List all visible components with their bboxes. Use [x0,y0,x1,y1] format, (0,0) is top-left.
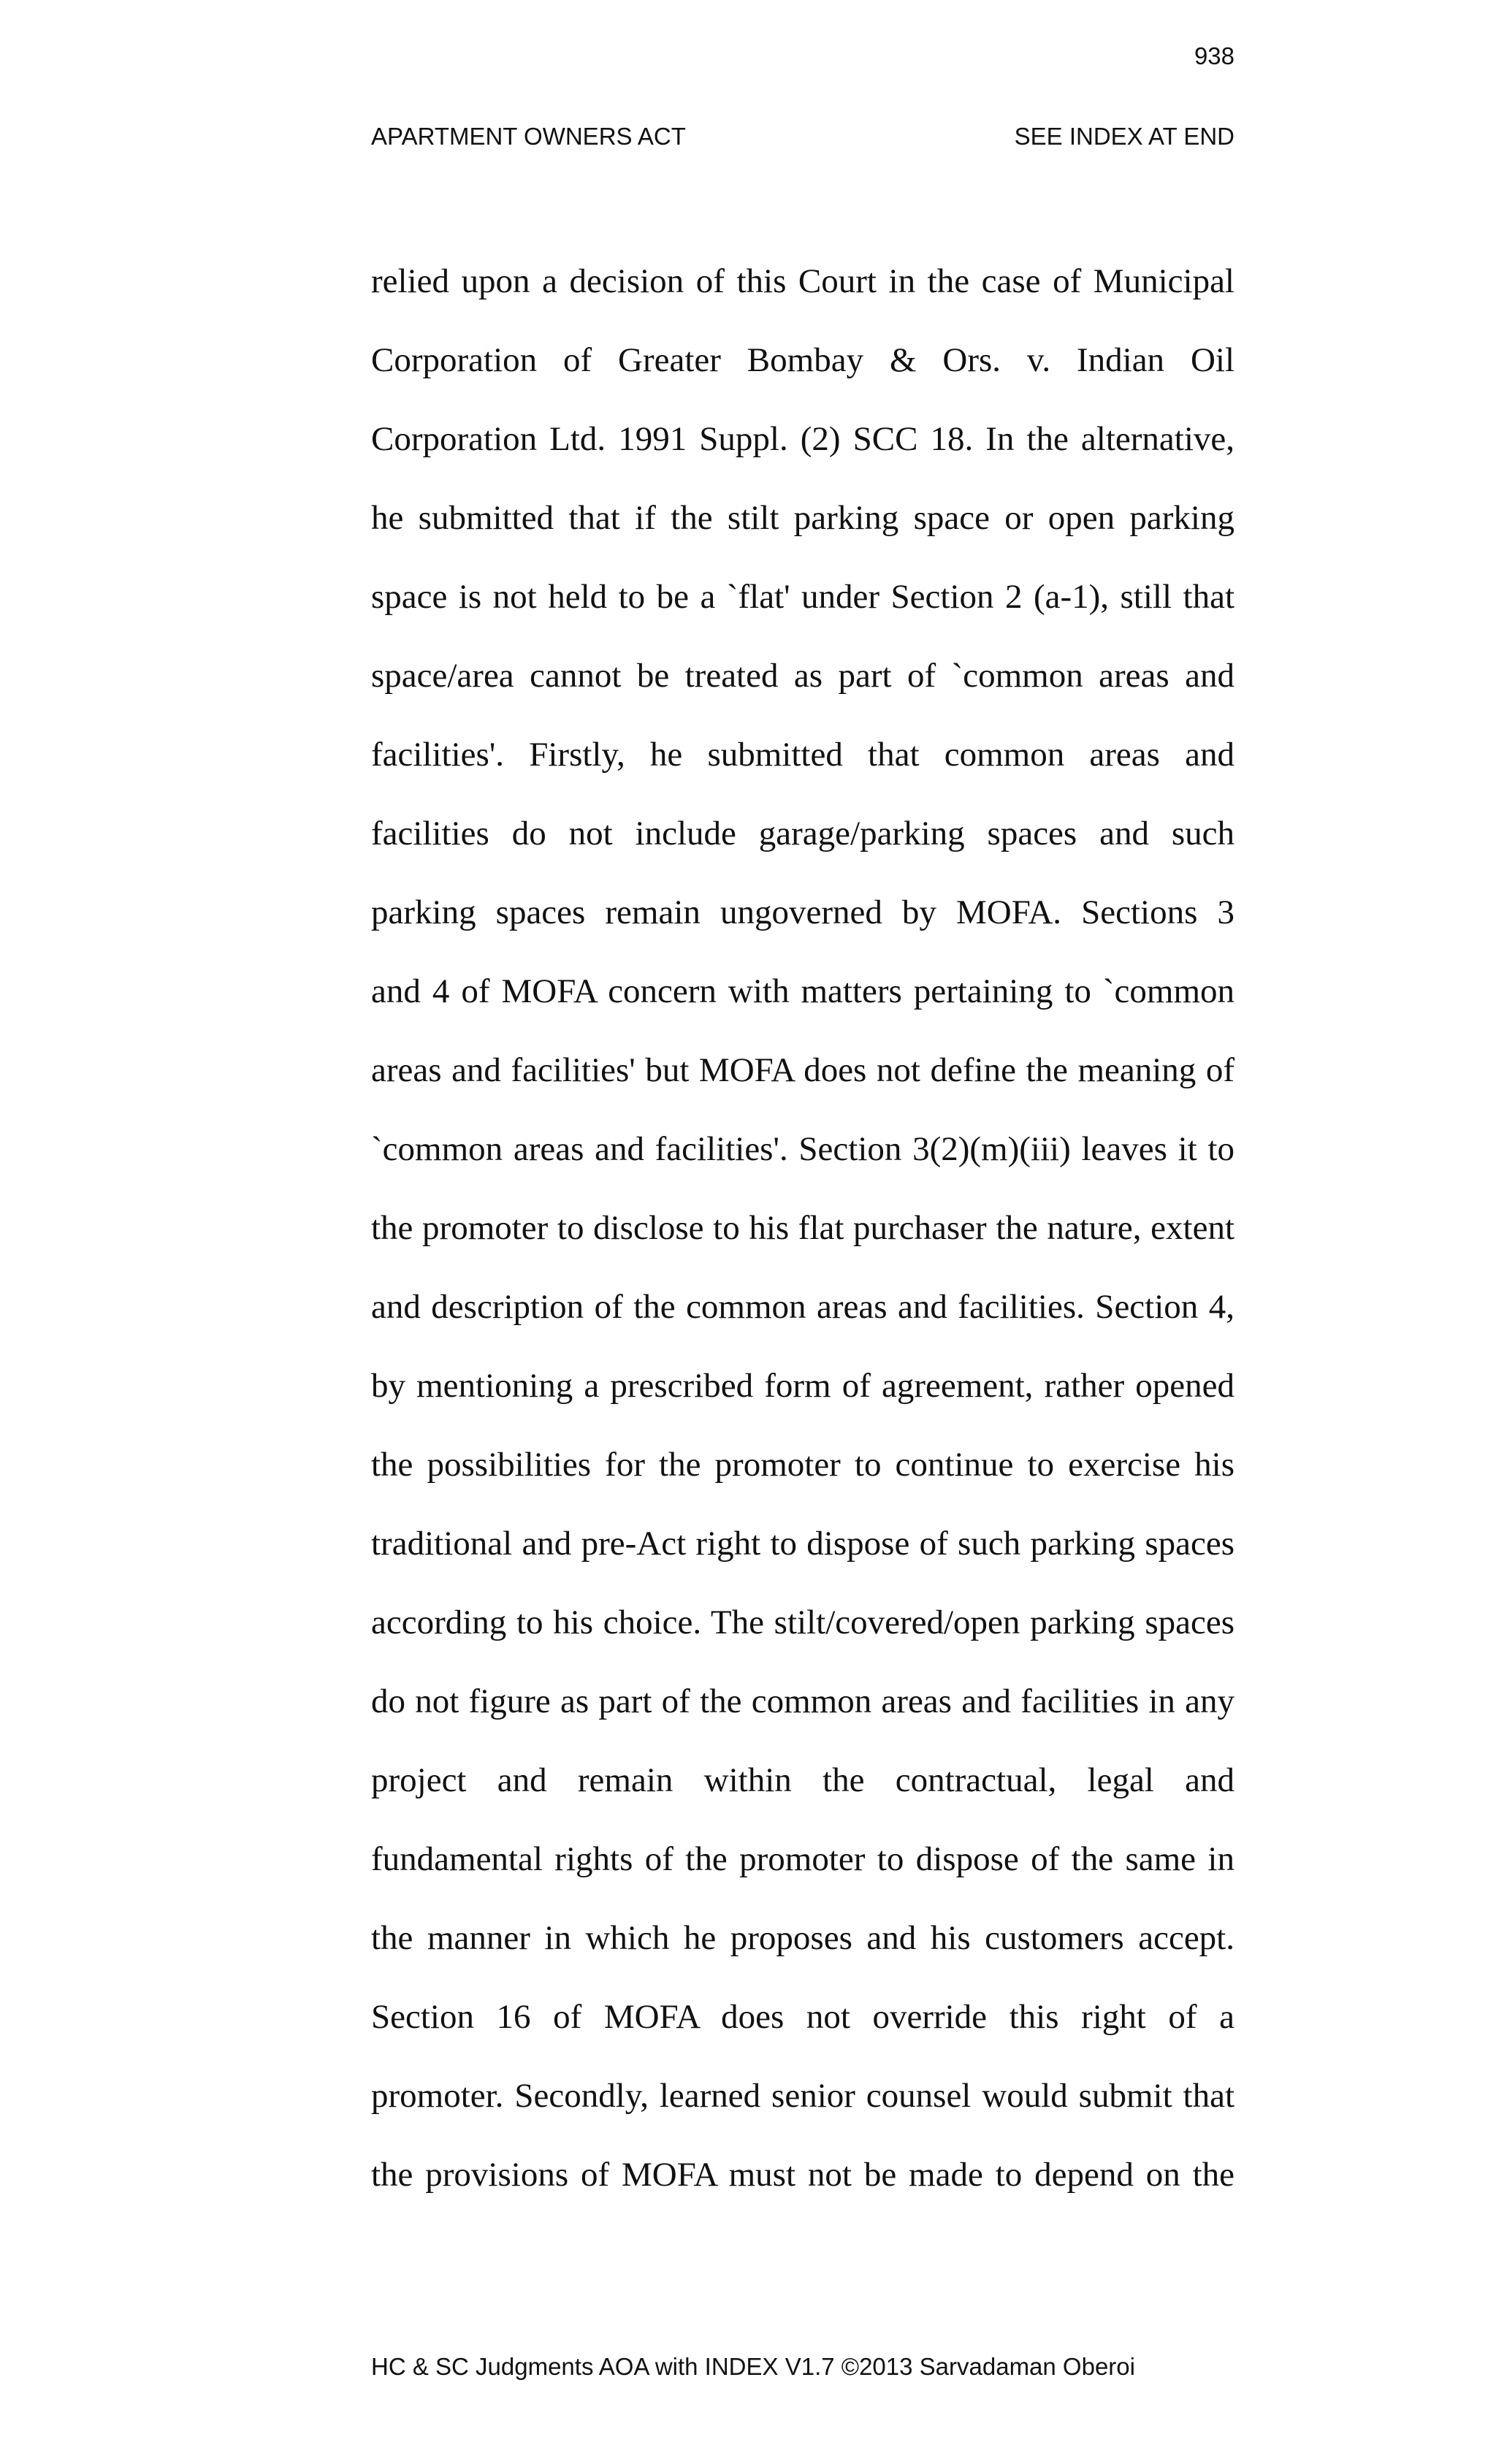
footer-text: HC & SC Judgments AOA with INDEX V1.7 ©2013 Sarvadaman Oberoi [371,2353,1135,2380]
text-line: the promoter to disclose to his flat purchaser the nature, extent [371,1209,1234,1247]
text-line: according to his choice. The stilt/covered/open parking spaces [371,1603,1234,1641]
text-line: the possibilities for the promoter to continue to exercise his [371,1446,1234,1484]
text-line: areas and facilities' but MOFA does not define the meaning of [371,1051,1234,1089]
text-line: he submitted that if the stilt parking space or open parking [371,499,1234,537]
text-line: `common areas and facilities'. Section 3(2)(m)(iii) leaves it to [371,1130,1234,1168]
text-line: and description of the common areas and facilities. Section 4, [371,1288,1234,1326]
running-header-note: SEE INDEX AT END [1014,123,1234,150]
text-line: traditional and pre-Act right to dispose of such parking spaces [371,1525,1234,1563]
text-line: the manner in which he proposes and his customers accept. [371,1919,1234,1957]
text-line: the provisions of MOFA must not be made to depend on the [371,2156,1234,2194]
text-line: facilities do not include garage/parking spaces and such [371,815,1234,853]
text-line: Corporation Ltd. 1991 Suppl. (2) SCC 18. In the alternative, [371,420,1234,458]
text-line: promoter. Secondly, learned senior counsel would submit that [371,2077,1234,2115]
text-line: and 4 of MOFA concern with matters pertaining to `common [371,972,1234,1010]
text-line: space/area cannot be treated as part of `common areas and [371,657,1234,695]
text-line: by mentioning a prescribed form of agreement, rather opened [371,1367,1234,1405]
text-line: project and remain within the contractual, legal and [371,1761,1234,1799]
body-text [371,259,1234,2232]
text-line: relied upon a decision of this Court in the case of Municipal [371,262,1234,300]
text-line: Corporation of Greater Bombay & Ors. v. Indian Oil [371,341,1234,379]
text-line: do not figure as part of the common areas and facilities in any [371,1682,1234,1720]
text-line: fundamental rights of the promoter to dispose of the same in [371,1840,1234,1878]
text-line: Section 16 of MOFA does not override this right of a [371,1998,1234,2036]
text-line: parking spaces remain ungoverned by MOFA. Sections 3 [371,893,1234,931]
text-line: facilities'. Firstly, he submitted that common areas and [371,736,1234,774]
text-line: space is not held to be a `flat' under Section 2 (a-1), still that [371,578,1234,616]
running-header-title: APARTMENT OWNERS ACT [371,123,686,150]
page-number: 938 [1194,42,1234,69]
